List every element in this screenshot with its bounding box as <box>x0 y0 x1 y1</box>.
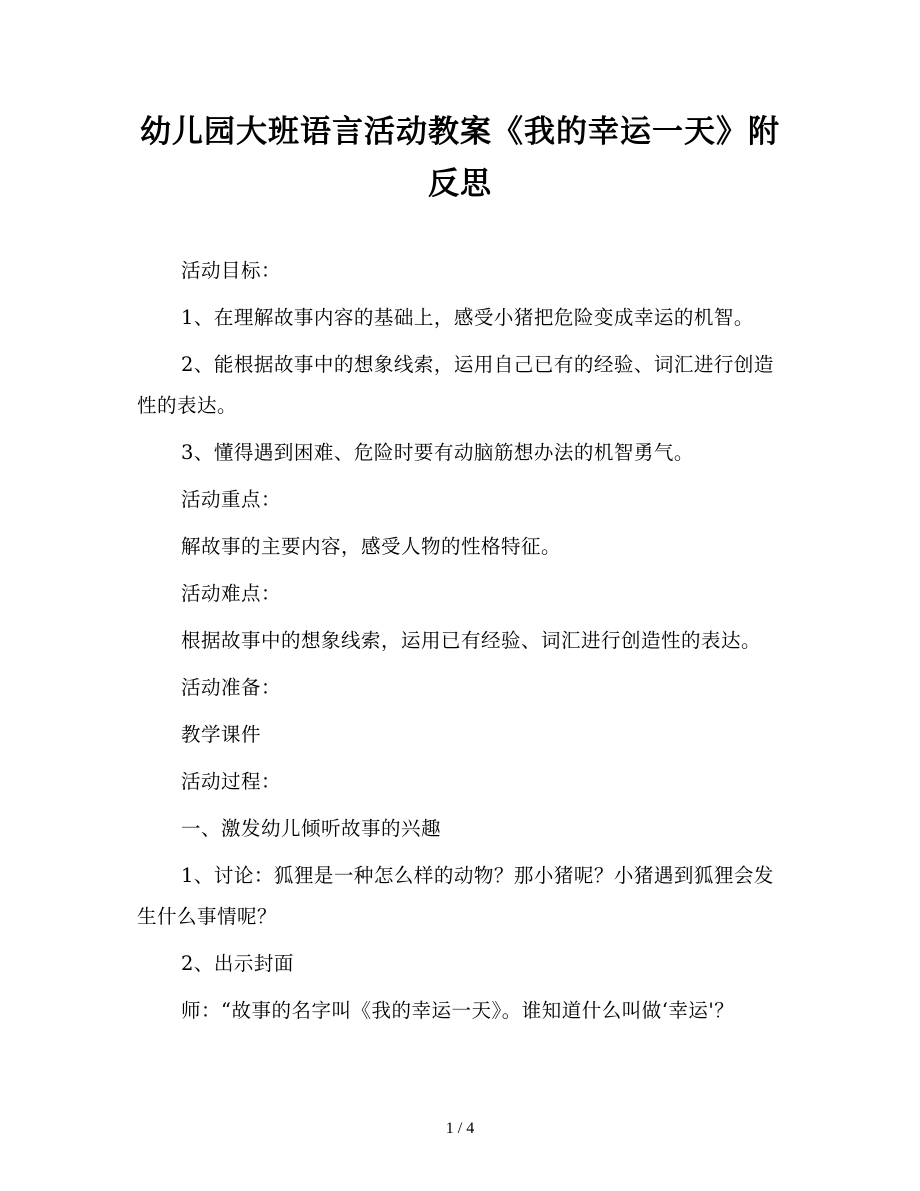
document-body <box>137 250 785 1037</box>
paragraph-heading-goals: 活动目标： <box>181 259 282 282</box>
paragraph-preparation: 教学课件 <box>181 723 262 746</box>
paragraph-heading-difficulties: 活动难点： <box>181 582 282 605</box>
paragraph-heading-key-points: 活动重点： <box>181 488 282 511</box>
paragraph-process-step-1: 一、激发幼儿倾听故事的兴趣 <box>181 817 442 840</box>
paragraph-teacher-line: 师：“故事的名字叫《我的幸运一天》。谁知道什么叫做‘幸运'？ <box>181 999 735 1022</box>
paragraph-goal-2: 2、能根据故事中的想象线索，运用自己已有的经验、词汇进行创造性的表达。 <box>137 353 774 417</box>
paragraph-discussion: 1、讨论：狐狸是一种怎么样的动物？那小猪呢？小猪遇到狐狸会发生什么事情呢？ <box>137 864 774 928</box>
document-title: 幼儿园大班语言活动教案《我的幸运一天》附反思 <box>140 114 780 202</box>
paragraph-heading-process: 活动过程： <box>181 770 282 793</box>
paragraph-goal-3: 3、懂得遇到困难、危险时要有动脑筋想办法的机智勇气。 <box>181 441 694 464</box>
paragraph-goal-1: 1、在理解故事内容的基础上，感受小猪把危险变成幸运的机智。 <box>181 306 754 329</box>
paragraph-heading-preparation: 活动准备： <box>181 676 282 699</box>
paragraph-difficulties: 根据故事中的想象线索，运用已有经验、词汇进行创造性的表达。 <box>181 629 762 652</box>
page-number: 1 / 4 <box>445 1120 475 1137</box>
paragraph-show-cover: 2、出示封面 <box>181 952 294 975</box>
paragraph-key-points: 解故事的主要内容，感受人物的性格特征。 <box>181 535 562 558</box>
